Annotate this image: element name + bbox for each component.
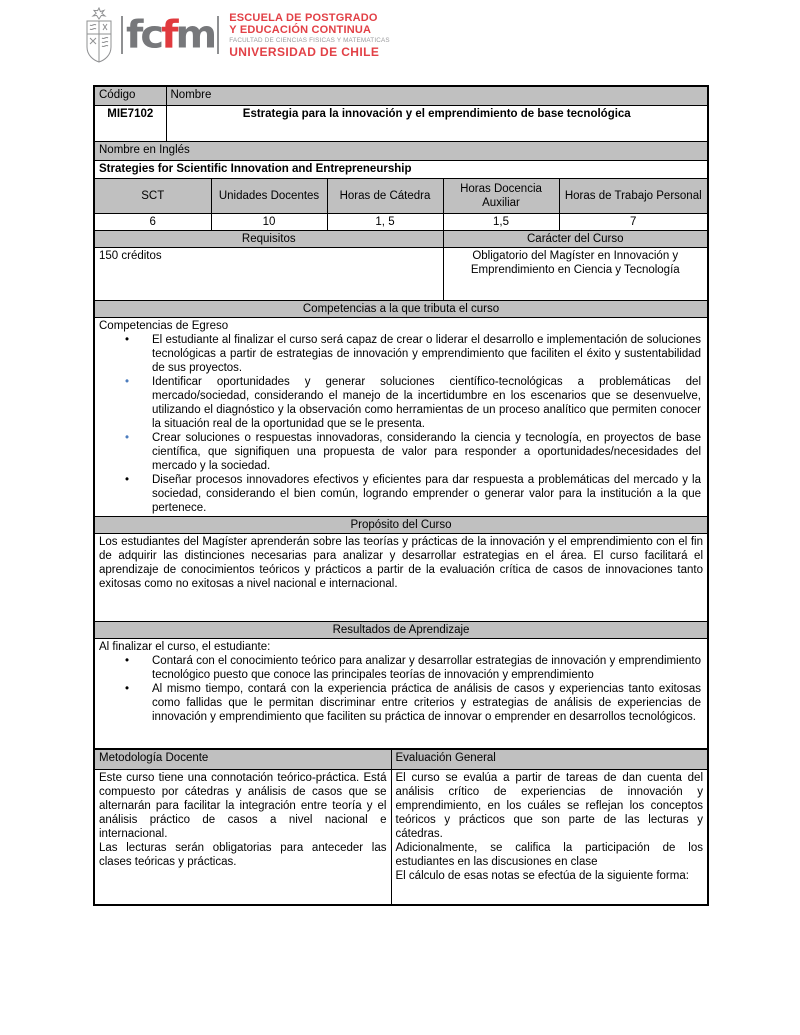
horas-catedra-value-cell: 1, 5	[327, 214, 443, 231]
table-row	[94, 639, 708, 765]
table-row	[94, 622, 708, 639]
metodologia-paragraph: Este curso tiene una connotación teórico-práctica. Está compuesto por cátedras y análisis de casos que se alternarán para facilitar la integración entre teoría y el análisis práctico de casos a nivel nacional e internacional.	[99, 772, 387, 840]
horas-docencia-header-cell: Horas Docencia Auxiliar	[443, 179, 559, 214]
caracter-header-cell: Carácter del Curso	[443, 231, 708, 248]
fcfm-logotype	[118, 13, 222, 57]
evaluacion-paragraph: El cálculo de esas notas se efectúa de la siguiente forma:	[395, 870, 689, 882]
codigo-header-cell: Código	[94, 86, 166, 106]
table-row	[94, 534, 708, 622]
evaluacion-header-cell: Evaluación General	[391, 749, 708, 770]
metodologia-content-cell	[94, 770, 391, 906]
fcfm-letters	[126, 13, 215, 57]
fcfm-letters-gray1: fc	[126, 13, 162, 57]
proposito-content-cell: Los estudiantes del Magíster aprenderán sobre las teorías y prácticas de la innovación y el emprendimiento con el fin de adquirir las distinciones necesarias para analizar y desarrollar estrategias en el área. El curso facilitará el aprendizaje de conocimientos teóricos y prácticos a partir de la evaluación crítica de casos de innovaciones tanto exitosas como no exitosas a nivel nacional e internacional.	[94, 534, 708, 622]
resultados-section-header: Resultados de Aprendizaje	[94, 622, 708, 639]
nombre-ingles-value-cell: Strategies for Scientific Innovation and Entrepreneurship	[94, 161, 708, 179]
list-item: • Identificar oportunidades y generar soluciones científico-tecnológicas a problemáticas del mercado/sociedad, considerando el manejo de la incertidumbre en los escenarios que se desenvuelve, utilizando el diagnóstico y la observación como herramientas de un proceso analítico que permiten conocer la situación real de la oportunidad que se le presenta.	[152, 375, 701, 431]
table-row	[94, 248, 708, 301]
list-item: • El estudiante al finalizar el curso será capaz de crear o liderar el desarrollo e implementación de soluciones tecnológicas a partir de estrategias de innovación y emprendimiento que faciliten el éxito y sustentabilidad de sus proyectos.	[152, 333, 701, 375]
table-row	[94, 770, 708, 906]
evaluacion-content-cell	[391, 770, 708, 906]
evaluacion-paragraph: El curso se evalúa a partir de tareas de dan cuenta del análisis crítico de experiencias de innovación y emprendimiento, en los cuáles se reflejan los conceptos teóricos y prácticos que son parte de las lecturas y cátedras.	[395, 772, 703, 840]
list-item: • Contará con el conocimiento teórico para analizar y desarrollar estrategias de innovación y emprendimiento tecnológico puesto que conoce las principales teorías de innovación y emprendimiento	[152, 654, 701, 682]
metodologia-header-cell: Metodología Docente	[94, 749, 391, 770]
list-item: • Diseñar procesos innovadores efectivos y eficientes para dar respuesta a problemáticas del mercado y la sociedad, considerando el bien común, logrando emprender o generar valor para la institución a la que pertenece.	[152, 473, 701, 515]
competencias-content-cell	[94, 318, 708, 517]
caracter-value-cell: Obligatorio del Magíster en Innovación y Emprendimiento en Ciencia y Tecnología	[443, 248, 708, 301]
list-item: • Al mismo tiempo, contará con la experiencia práctica de análisis de casos y experiencias tanto exitosas como fallidas que le permitan discriminar entre criterios y estrategias de análisis de experiencias de innovación y emprendimiento que faciliten su práctica de innovar o emprender en desarrollos tecnológicos.	[152, 682, 701, 724]
university-name: UNIVERSIDAD DE CHILE	[229, 44, 380, 59]
university-logo	[84, 6, 390, 64]
school-name-line1: ESCUELA DE POSTGRADO	[229, 11, 378, 24]
table-row	[94, 318, 708, 517]
metodologia-paragraph: Las lecturas serán obligatorias para anteceder las clases teóricas y prácticas.	[99, 842, 387, 868]
methodology-evaluation-table	[93, 748, 709, 906]
evaluacion-paragraph: Adicionalmente, se califica la participación de los estudiantes en las discusiones en clase	[395, 842, 703, 868]
nombre-header-cell: Nombre	[166, 86, 708, 106]
table-row	[94, 161, 708, 179]
fcfm-letter-red: f	[161, 13, 176, 57]
codigo-value-cell: MIE7102	[94, 106, 166, 142]
horas-trabajo-value-cell: 7	[559, 214, 708, 231]
unidades-docentes-value-cell: 10	[211, 214, 327, 231]
competencias-intro: Competencias de Egreso	[99, 320, 229, 332]
list-item: • Crear soluciones o respuestas innovadoras, considerando la ciencia y tecnología, en proyectos de base científica, que signifiquen una propuesta de valor para responder a oportunidades/necesidades del mercado y la sociedad.	[152, 431, 701, 473]
logo-divider	[121, 16, 123, 54]
unidades-docentes-header-cell: Unidades Docentes	[211, 179, 327, 214]
logo-divider	[217, 16, 219, 54]
table-row	[94, 179, 708, 214]
table-row	[94, 86, 708, 106]
faculty-name: FACULTAD DE CIENCIAS FISICAS Y MATEMATICAS	[229, 36, 390, 44]
school-name-line2: Y EDUCACIÓN CONTINUA	[229, 23, 372, 36]
requisitos-header-cell: Requisitos	[94, 231, 443, 248]
table-row	[94, 106, 708, 142]
sct-header-cell: SCT	[94, 179, 211, 214]
requisitos-value-cell: 150 créditos	[94, 248, 443, 301]
competencias-bullet-list	[99, 333, 703, 515]
sct-value-cell: 6	[94, 214, 211, 231]
course-info-table	[93, 85, 709, 765]
proposito-section-header: Propósito del Curso	[94, 517, 708, 534]
logo-text-block	[229, 12, 390, 59]
nombre-ingles-header-cell: Nombre en Inglés	[94, 142, 708, 161]
horas-docencia-value-cell: 1,5	[443, 214, 559, 231]
resultados-bullet-list	[99, 654, 703, 724]
table-row	[94, 517, 708, 534]
table-row	[94, 214, 708, 231]
table-row	[94, 301, 708, 318]
table-row	[94, 231, 708, 248]
resultados-intro: Al finalizar el curso, el estudiante:	[99, 641, 271, 653]
resultados-content-cell	[94, 639, 708, 765]
competencias-section-header: Competencias a la que tributa el curso	[94, 301, 708, 318]
table-row	[94, 142, 708, 161]
horas-catedra-header-cell: Horas de Cátedra	[327, 179, 443, 214]
horas-trabajo-header-cell: Horas de Trabajo Personal	[559, 179, 708, 214]
nombre-value-cell: Estrategia para la innovación y el emprendimiento de base tecnológica	[166, 106, 708, 142]
table-row	[94, 749, 708, 770]
university-emblem-icon	[84, 7, 114, 63]
fcfm-letters-gray2: m	[175, 13, 215, 57]
